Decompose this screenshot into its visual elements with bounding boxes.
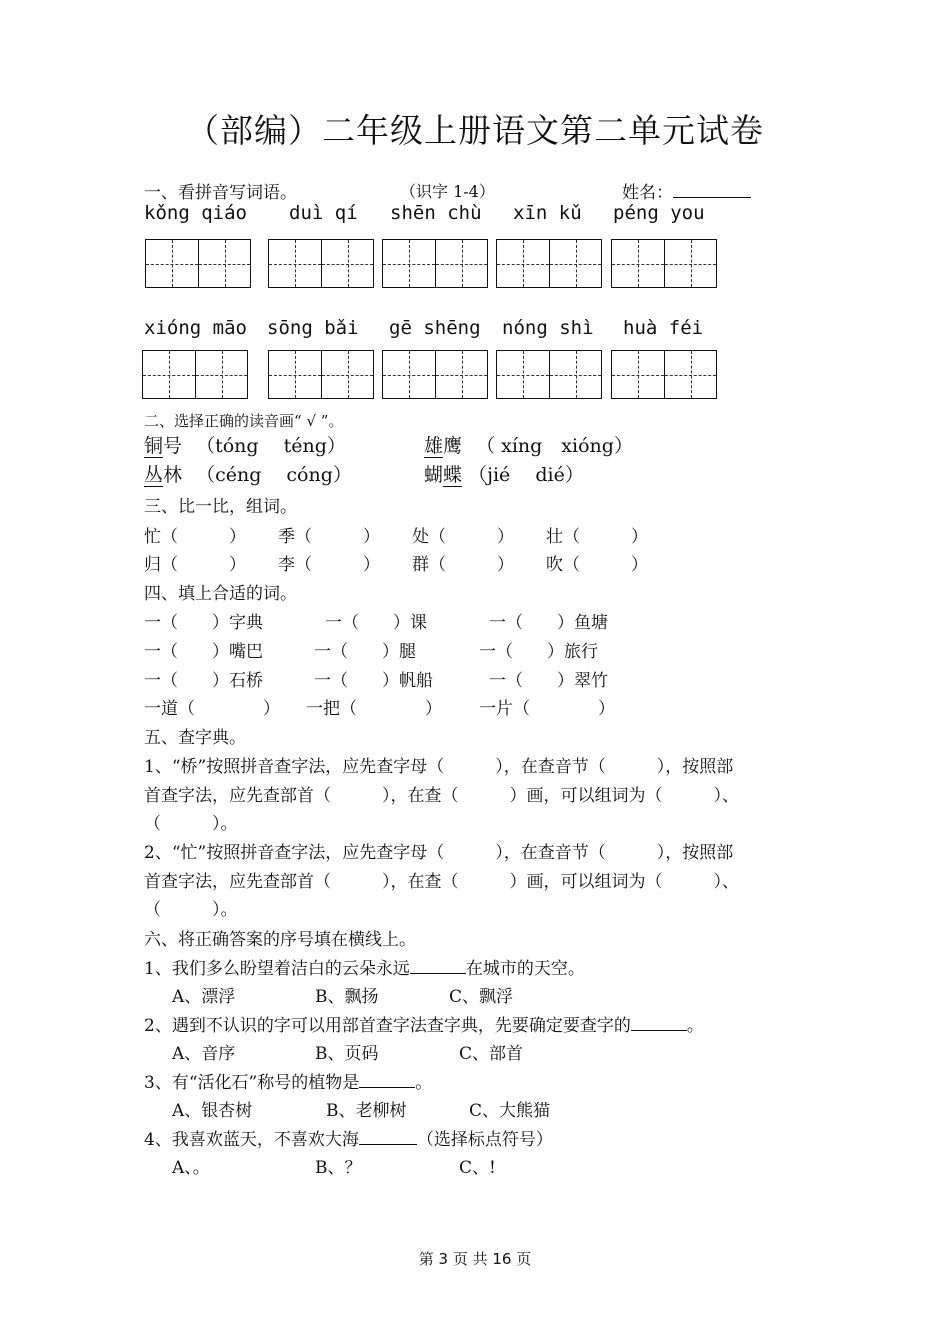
fill-item[interactable]: 一（ ）翠竹	[489, 671, 608, 691]
section-1-note: （识字 1-4）	[400, 182, 495, 201]
fill-item[interactable]: 一片（ ）	[479, 699, 615, 719]
option[interactable]: B、飘扬	[315, 987, 379, 1007]
underlined-char: 蝶	[443, 464, 463, 486]
reading-item	[144, 460, 352, 487]
pinyin-options[interactable]: （ xíng xióng）	[476, 435, 633, 457]
pinyin: gē shēng	[389, 317, 481, 339]
answer-blank[interactable]	[410, 957, 466, 974]
pinyin-options[interactable]: （jié dié）	[468, 464, 584, 486]
fill-item[interactable]: 一（ ）腿	[314, 642, 416, 662]
section-2-heading: 二、选择正确的读音画“ √ ”。	[144, 412, 344, 430]
fill-item[interactable]: 一（ ）嘴巴	[144, 642, 263, 662]
section-5-heading: 五、查字典。	[144, 728, 246, 748]
choice-question: 1、我们多么盼望着洁白的云朵永远 在城市的天空。	[144, 959, 585, 979]
fill-item[interactable]: 一（ ）旅行	[479, 642, 598, 662]
fill-item[interactable]: 一（ ）帆船	[314, 671, 433, 691]
dictionary-question-line[interactable]: （ ）。	[144, 900, 238, 920]
fill-item[interactable]: 一（ ）鱼塘	[489, 613, 608, 633]
pinyin-options[interactable]: （tóng téng）	[196, 435, 346, 457]
writing-grid[interactable]	[611, 350, 717, 399]
pinyin-options[interactable]: （céng cóng）	[196, 464, 352, 486]
compare-item[interactable]: 处（ ）	[412, 527, 514, 547]
writing-grid[interactable]	[145, 239, 251, 288]
underlined-char: 铜	[144, 435, 164, 457]
compare-item[interactable]: 季（ ）	[278, 527, 380, 547]
section-1-heading: 一、看拼音写词语。	[144, 183, 297, 203]
option[interactable]: C、飘浮	[449, 987, 514, 1007]
pinyin: xīn kǔ	[513, 202, 582, 224]
pinyin: nóng shì	[502, 317, 594, 339]
answer-blank[interactable]	[359, 1128, 417, 1145]
underlined-char: 丛	[144, 464, 164, 486]
writing-grid[interactable]	[496, 350, 602, 399]
section-3-heading: 三、比一比，组词。	[144, 497, 297, 517]
section-6-heading: 六、将正确答案的序号填在横线上。	[144, 930, 416, 950]
compare-item[interactable]: 归（ ）	[144, 555, 246, 575]
pinyin: huà féi	[623, 317, 704, 339]
writing-grid[interactable]	[268, 350, 374, 399]
option[interactable]: C、!	[459, 1158, 496, 1178]
pinyin: duì qí	[289, 202, 358, 224]
char: 林	[163, 464, 183, 486]
underlined-char: 雄	[424, 435, 444, 457]
answer-blank[interactable]	[359, 1071, 415, 1088]
writing-grid[interactable]	[496, 239, 602, 288]
char: 鹰	[443, 435, 463, 457]
dictionary-question-line[interactable]: 首查字法，应先查部首（ ），在查（ ）画，可以组词为（ ）、	[144, 786, 739, 806]
section-4-heading: 四、填上合适的词。	[144, 584, 297, 604]
compare-item[interactable]: 吹（ ）	[546, 555, 648, 575]
option[interactable]: B、页码	[315, 1044, 379, 1064]
writing-grid[interactable]	[268, 239, 374, 288]
compare-item[interactable]: 李（ ）	[278, 555, 380, 575]
dictionary-question-line[interactable]: 首查字法，应先查部首（ ），在查（ ）画，可以组词为（ ）、	[144, 872, 739, 892]
name-label: 姓名：	[622, 178, 751, 203]
compare-item[interactable]: 群（ ）	[412, 555, 514, 575]
option[interactable]: A、银杏树	[172, 1101, 253, 1121]
option[interactable]: A、漂浮	[172, 987, 236, 1007]
choice-question: 4、我喜欢蓝天，不喜欢大海 （选择标点符号）	[144, 1130, 553, 1150]
fill-item[interactable]: 一（ ）课	[325, 613, 427, 633]
name-blank[interactable]	[673, 181, 751, 198]
fill-item[interactable]: 一（ ）石桥	[144, 671, 263, 691]
writing-grid[interactable]	[382, 350, 488, 399]
dictionary-question-line[interactable]: 2、“忙”按照拼音查字法，应先查字母（ ），在查音节（ ），按照部	[144, 843, 734, 863]
writing-grid[interactable]	[142, 350, 248, 399]
reading-item	[424, 431, 633, 458]
dictionary-question-line[interactable]: 1、“桥”按照拼音查字法，应先查字母（ ），在查音节（ ），按照部	[144, 757, 734, 777]
pinyin: sōng bǎi	[267, 317, 359, 339]
option[interactable]: C、部首	[459, 1044, 524, 1064]
option[interactable]: A、音序	[172, 1044, 236, 1064]
answer-blank[interactable]	[631, 1014, 687, 1031]
fill-item[interactable]: 一（ ）字典	[144, 613, 263, 633]
option[interactable]: B、老柳树	[326, 1101, 407, 1121]
choice-question: 3、有“活化石”称号的植物是 。	[144, 1073, 433, 1093]
page-title: （部编）二年级上册语文第二单元试卷	[186, 111, 764, 150]
pinyin: kǒng qiáo	[144, 202, 247, 224]
pinyin: xióng māo	[144, 317, 247, 339]
char: 号	[163, 435, 183, 457]
option[interactable]: A、。	[172, 1158, 210, 1178]
pinyin: shēn chù	[390, 202, 482, 224]
fill-item[interactable]: 一道（ ）	[144, 699, 280, 719]
writing-grid[interactable]	[611, 239, 717, 288]
dictionary-question-line[interactable]: （ ）。	[144, 814, 238, 834]
compare-item[interactable]: 壮（ ）	[546, 527, 648, 547]
char: 蝴	[424, 464, 444, 486]
fill-item[interactable]: 一把（ ）	[306, 699, 442, 719]
page-footer: 第 3 页 共 16 页	[418, 1250, 532, 1268]
option[interactable]: B、？	[315, 1158, 362, 1178]
writing-grid[interactable]	[382, 239, 488, 288]
choice-question: 2、遇到不认识的字可以用部首查字法查字典，先要确定要查字的 。	[144, 1016, 704, 1036]
pinyin: péng you	[613, 202, 705, 224]
reading-item	[424, 460, 584, 487]
reading-item	[144, 431, 346, 458]
option[interactable]: C、大熊猫	[469, 1101, 551, 1121]
compare-item[interactable]: 忙（ ）	[144, 527, 246, 547]
